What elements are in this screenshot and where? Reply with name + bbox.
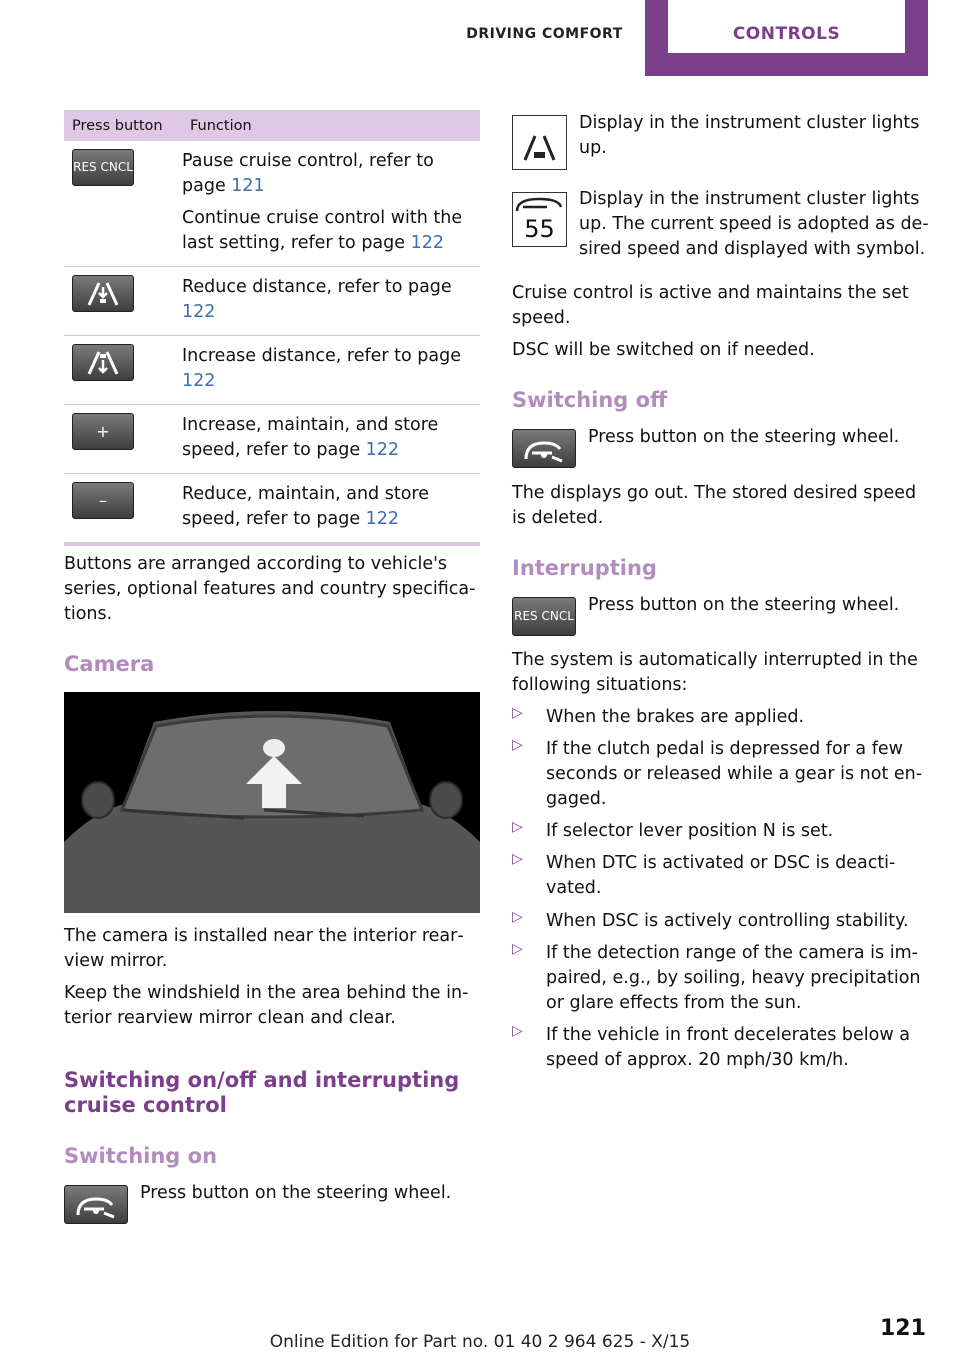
page-link[interactable]: 121 [231, 176, 265, 196]
chapter-tab [645, 0, 928, 76]
distance-reduce-icon [72, 275, 134, 312]
function-text: Reduce distance, refer to page 122 [182, 277, 452, 322]
page-link[interactable]: 122 [365, 440, 400, 460]
list-item: ▷ If the clutch pedal is depressed for a few seconds or released while a gear is not engaged. [512, 737, 923, 809]
header-section: DRIVING COMFORT [466, 26, 623, 42]
dsc-paragraph: DSC will be switched on if needed. [512, 340, 815, 360]
list-item: ▷ If selector lever position N is set. [512, 819, 834, 841]
res-cncl-button-icon: RES CNCL [72, 149, 134, 186]
bullet-icon: ▷ [512, 941, 523, 957]
camera-illustration [64, 692, 480, 913]
function-text: Continue cruise control with the last setting, refer to page 122 [182, 208, 463, 253]
bullet-icon: ▷ [512, 819, 523, 835]
list-item: ▷ If the detection range of the camera is impaired, e.g., by soiling, heavy precipitation or glare effects from the sun. [512, 941, 921, 1013]
cruise-control-icon [512, 429, 576, 468]
table-row [64, 405, 480, 474]
page-link[interactable]: 122 [410, 233, 444, 253]
table-row [64, 267, 480, 336]
bullet-icon: ▷ [512, 705, 523, 721]
bullet-icon: ▷ [512, 1023, 523, 1039]
bullet-icon: ▷ [512, 737, 523, 753]
camera-paragraph-1: The camera is installed near the interior rearview mirror. [64, 926, 464, 971]
footer-edition: Online Edition for Part no. 01 40 2 964 625 - X/15 [269, 1332, 691, 1352]
plus-button-icon: + [72, 413, 134, 450]
list-item: ▷ When DSC is actively controlling stability. [512, 909, 909, 931]
table-row [64, 336, 480, 405]
bullet-icon: ▷ [512, 851, 523, 867]
switching-off-heading: Switching off [512, 388, 668, 412]
speed-value: 55 [524, 215, 555, 243]
switching-off-paragraph: The displays go out. The stored desired speed is deleted. [512, 483, 917, 528]
switching-on-heading: Switching on [64, 1144, 218, 1168]
cruise-display-icon [512, 115, 567, 170]
distance-increase-icon [72, 344, 134, 381]
switching-off-text: Press button on the steering wheel. [588, 427, 900, 447]
table-header [64, 110, 480, 141]
table-row [64, 141, 480, 267]
col-function-header: Function [182, 110, 480, 141]
function-text: Reduce, maintain, and store speed, refer to page 122 [182, 484, 429, 529]
switching-on-text: Press button on the steering wheel. [140, 1183, 452, 1203]
active-paragraph: Cruise control is active and maintains the set speed. [512, 283, 909, 328]
function-text: Increase distance, refer to page 122 [182, 346, 462, 391]
list-item: ▷ When the brakes are applied. [512, 705, 805, 727]
interrupting-paragraph: The system is automatically interrupted in the following situations: [512, 650, 918, 695]
table-row [64, 474, 480, 545]
page-link[interactable]: 122 [182, 371, 216, 391]
display-text-2: Display in the instrument cluster lights up. The current speed is adopted as desired speed and displayed with symbol. [579, 189, 929, 259]
interrupting-text: Press button on the steering wheel. [588, 595, 900, 615]
bullet-icon: ▷ [512, 909, 523, 925]
page-link[interactable]: 122 [365, 509, 400, 529]
function-text: Increase, maintain, and store speed, refer to page 122 [182, 415, 439, 460]
display-text-1: Display in the instrument cluster lights up. [579, 113, 920, 158]
res-cncl-button-icon: RES CNCL [512, 597, 576, 636]
button-function-table [64, 110, 480, 546]
minus-button-icon: – [72, 482, 134, 519]
col-button-header: Press button [64, 110, 182, 141]
switching-section-heading: Switching on/off and interrupting cruise control [64, 1068, 460, 1117]
cruise-control-icon [64, 1185, 128, 1224]
speed-display-icon [512, 192, 567, 247]
chapter-title: CONTROLS [668, 0, 905, 53]
camera-heading: Camera [64, 652, 155, 676]
function-text: Pause cruise control, refer to page 121 [182, 151, 434, 196]
list-item: ▷ When DTC is activated or DSC is deactivated. [512, 851, 896, 898]
page-link[interactable]: 122 [182, 302, 216, 322]
buttons-note: Buttons are arranged according to vehicle's series, optional features and country specifications. [64, 554, 476, 624]
interrupting-heading: Interrupting [512, 556, 657, 580]
page-number: 121 [880, 1316, 926, 1341]
list-item: ▷ If the vehicle in front decelerates below a speed of approx. 20 mph/30 km/h. [512, 1023, 910, 1070]
camera-paragraph-2: Keep the windshield in the area behind the interior rearview mirror clean and clear. [64, 983, 469, 1028]
